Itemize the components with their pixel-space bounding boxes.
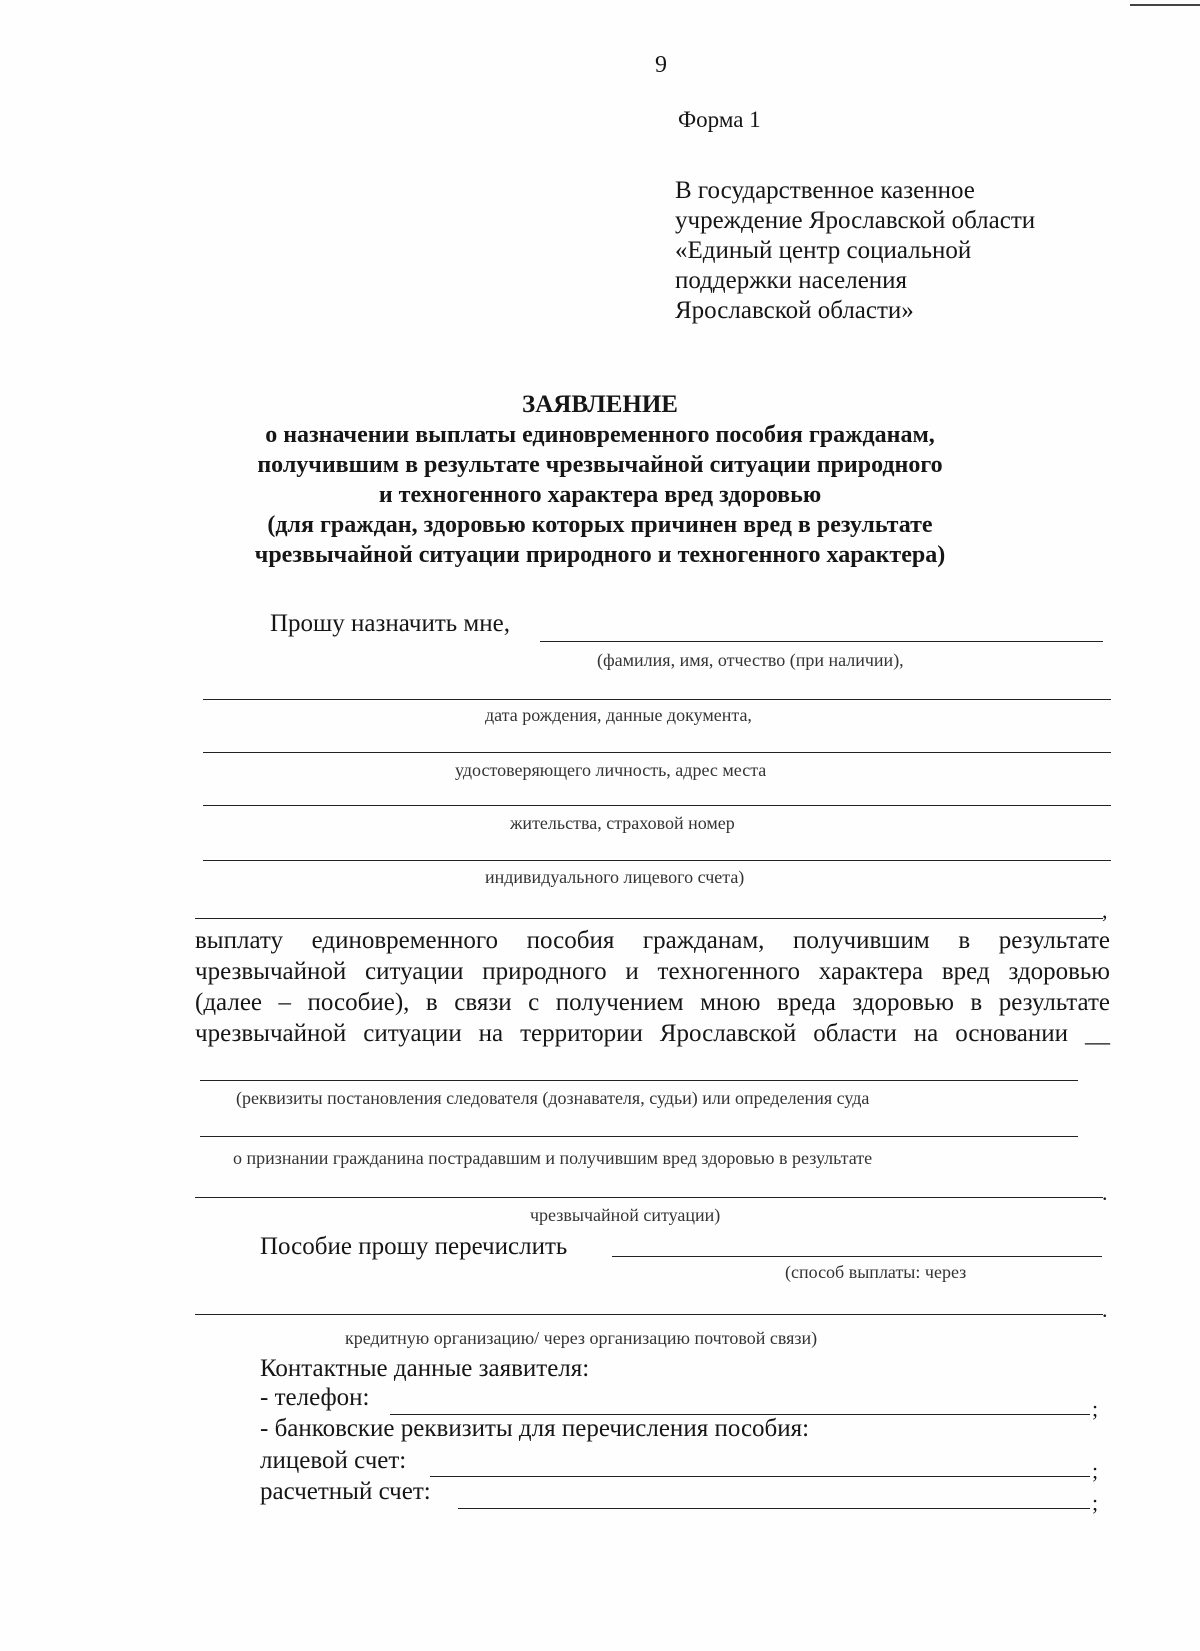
payment-label: Пособие прошу перечислить [260, 1233, 568, 1260]
applicant-field-line[interactable] [203, 752, 1111, 753]
semicolon-mark: ; [1092, 1490, 1099, 1515]
body-line: чрезвычайной ситуации природного и техногенного характера вред здоровью [195, 958, 1110, 985]
applicant-field-line[interactable] [203, 860, 1111, 861]
period-mark: . [1102, 1180, 1108, 1205]
basis-field-line[interactable] [195, 1197, 1103, 1198]
settlement-account-label: расчетный счет: [260, 1478, 431, 1505]
applicant-hint: жительства, страховой номер [510, 813, 735, 833]
basis-field-line[interactable] [200, 1080, 1078, 1081]
addressee-line: В государственное казенное [675, 177, 975, 204]
form-label: Форма 1 [678, 107, 761, 132]
applicant-hint: (фамилия, имя, отчество (при наличии), [597, 650, 904, 670]
title-line: о назначении выплаты единовременного пособия гражданам, [265, 422, 935, 448]
basis-hint: чрезвычайной ситуации) [530, 1205, 721, 1225]
personal-account-field[interactable] [430, 1476, 1090, 1477]
applicant-field-line[interactable] [203, 699, 1111, 700]
basis-hint: (реквизиты постановления следователя (дознавателя, судьи) или определения суда [236, 1088, 870, 1108]
phone-label: - телефон: [260, 1384, 370, 1411]
scan-edge-mark [1130, 4, 1200, 6]
semicolon-mark: ; [1092, 1396, 1099, 1421]
payment-hint: (способ выплаты: через [785, 1262, 967, 1282]
payment-field-line[interactable] [195, 1314, 1103, 1315]
basis-field-line[interactable] [200, 1136, 1078, 1137]
body-line: выплату единовременного пособия гражданам, получившим в результате [195, 927, 1110, 954]
comma-mark: , [1102, 898, 1108, 923]
settlement-account-field[interactable] [458, 1508, 1090, 1509]
body-line: чрезвычайной ситуации на территории Ярославской области на основании __ [195, 1020, 1110, 1047]
title-heading: ЗАЯВЛЕНИЕ [522, 391, 678, 418]
body-line: (далее – пособие), в связи с получением мною вреда здоровью в результате [195, 989, 1110, 1016]
contacts-label: Контактные данные заявителя: [260, 1355, 590, 1382]
title-line: (для граждан, здоровью которых причинен вред в результате [267, 512, 933, 538]
request-label: Прошу назначить мне, [270, 610, 510, 637]
applicant-field-line[interactable] [203, 805, 1111, 806]
title-line: чрезвычайной ситуации природного и техногенного характера) [254, 542, 946, 568]
addressee-block [675, 176, 1035, 326]
applicant-field-line[interactable] [195, 918, 1103, 919]
addressee-line: Ярославской области» [675, 297, 914, 324]
addressee-line: «Единый центр социальной [675, 237, 972, 264]
addressee-line: поддержки населения [675, 267, 908, 294]
applicant-hint: индивидуального лицевого счета) [485, 867, 745, 887]
personal-account-label: лицевой счет: [260, 1447, 407, 1474]
addressee-line: учреждение Ярославской области [675, 207, 1036, 234]
applicant-hint: удостоверяющего личность, адрес места [455, 760, 767, 780]
page-number: 9 [655, 52, 667, 78]
body-paragraph [195, 925, 1110, 1049]
applicant-name-field[interactable] [540, 641, 1103, 642]
applicant-hint: дата рождения, данные документа, [485, 705, 752, 725]
period-mark: . [1102, 1297, 1108, 1322]
bank-label: - банковские реквизиты для перечисления пособия: [260, 1415, 810, 1442]
semicolon-mark: ; [1092, 1458, 1099, 1483]
payment-hint: кредитную организацию/ через организацию почтовой связи) [345, 1328, 818, 1348]
document-title [0, 390, 1200, 570]
basis-hint: о признании гражданина пострадавшим и получившим вред здоровью в результате [233, 1148, 873, 1168]
title-line: получившим в результате чрезвычайной ситуации природного [257, 452, 943, 478]
title-line: и техногенного характера вред здоровью [378, 482, 822, 508]
payment-method-field[interactable] [612, 1256, 1102, 1257]
